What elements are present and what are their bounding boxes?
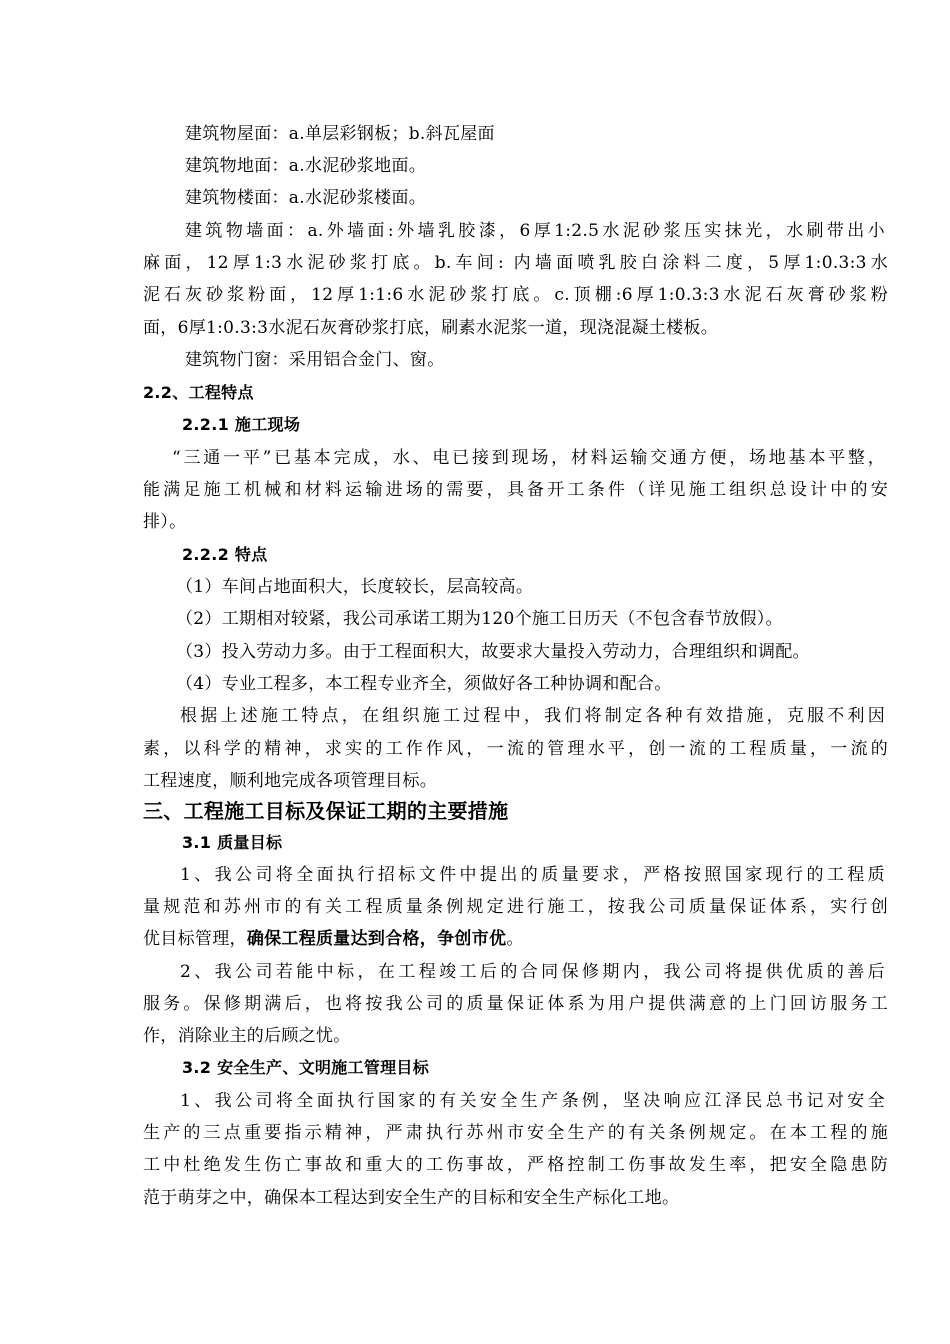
paragraph-line: 1、我公司将全面执行国家的有关安全生产条例，坚决响应江泽民总书记对安全 bbox=[180, 1091, 885, 1111]
paragraph-line: 根据上述施工特点，在组织施工过程中，我们将制定各种有效措施，克服不利因 bbox=[180, 706, 885, 726]
text-span: 。 bbox=[506, 929, 524, 949]
list-item: （1）车间占地面积大，长度较长，层高较高。 bbox=[176, 577, 534, 597]
list-item: （3）投入劳动力多。由于工程面积大，故要求大量投入劳动力，合理组织和调配。 bbox=[176, 642, 810, 662]
subsection-heading: 3.1 质量目标 bbox=[182, 833, 283, 852]
paragraph-line: 服务。保修期满后，也将按我公司的质量保证体系为用户提供满意的上门回访服务工 bbox=[143, 994, 888, 1014]
paragraph-line: 素，以科学的精神，求实的工作作风，一流的管理水平，创一流的工程质量，一流的 bbox=[143, 739, 888, 759]
paragraph-line: 2、我公司若能中标，在工程竣工后的合同保修期内，我公司将提供优质的善后 bbox=[180, 962, 885, 982]
subsection-heading: 3.2 安全生产、文明施工管理目标 bbox=[182, 1058, 430, 1077]
paragraph-line: 范于萌芽之中，确保本工程达到安全生产的目标和安全生产标化工地。 bbox=[143, 1188, 680, 1208]
ground-line: 建筑物地面：a.水泥砂浆地面。 bbox=[185, 156, 427, 176]
wall-line: 泥石灰砂浆粉面，12厚1:1:6水泥砂浆打底。c.顶棚:6厚1:0.3:3水泥石灰膏砂浆粉 bbox=[143, 285, 888, 305]
text-span: 优目标管理， bbox=[143, 929, 247, 949]
paragraph-line: 量规范和苏州市的有关工程质量条例规定进行施工，按我公司质量保证体系，实行创 bbox=[143, 897, 888, 917]
paragraph-line: 工中杜绝发生伤亡事故和重大的工伤事故，严格控制工伤事故发生率，把安全隐患防 bbox=[143, 1155, 888, 1175]
paragraph-line bbox=[143, 929, 888, 949]
paragraph-line: 排）。 bbox=[143, 512, 187, 532]
section-heading: 2.2、工程特点 bbox=[143, 383, 254, 402]
list-item: （2）工期相对较紧，我公司承诺工期为120个施工日历天（不包含春节放假）。 bbox=[176, 609, 783, 629]
door-line: 建筑物门窗：采用铝合金门、窗。 bbox=[185, 350, 445, 370]
paragraph-line: 生产的三点重要指示精神，严肃执行苏州市安全生产的有关条例规定。在本工程的施 bbox=[143, 1123, 888, 1143]
chapter-heading: 三、工程施工目标及保证工期的主要措施 bbox=[143, 799, 509, 823]
subsection-heading: 2.2.2 特点 bbox=[182, 545, 268, 564]
paragraph-line: 作，消除业主的后顾之忧。 bbox=[143, 1026, 351, 1046]
roof-line: 建筑物屋面：a.单层彩钢板；b.斜瓦屋面 bbox=[185, 124, 495, 144]
paragraph-line: 能满足施工机械和材料运输进场的需要，具备开工条件（详见施工组织总设计中的安 bbox=[143, 480, 888, 500]
wall-line: 面，6厚1:0.3:3水泥石灰膏砂浆打底，刷素水泥浆一道，现浇混凝土楼板。 bbox=[143, 318, 719, 338]
paragraph-line: “三通一平”已基本完成，水、电已接到现场，材料运输交通方便，场地基本平整， bbox=[172, 448, 885, 468]
wall-line: 麻面，12厚1:3水泥砂浆打底。b.车间: 内墙面喷乳胶白涂料二度，5厚1:0.3:3水 bbox=[143, 253, 888, 273]
wall-line: 建筑物墙面：a.外墙面:外墙乳胶漆，6厚1:2.5水泥砂浆压实抹光，水刷带出小 bbox=[185, 221, 885, 241]
paragraph-line: 1、我公司将全面执行招标文件中提出的质量要求，严格按照国家现行的工程质 bbox=[180, 865, 885, 885]
list-item: （4）专业工程多，本工程专业齐全，须做好各工种协调和配合。 bbox=[176, 674, 672, 694]
paragraph-line: 工程速度，顺利地完成各项管理目标。 bbox=[143, 771, 438, 791]
emphasis-text: 确保工程质量达到合格，争创市优 bbox=[246, 929, 507, 949]
floor-line: 建筑物楼面：a.水泥砂浆楼面。 bbox=[185, 188, 427, 208]
subsection-heading: 2.2.1 施工现场 bbox=[182, 415, 301, 434]
